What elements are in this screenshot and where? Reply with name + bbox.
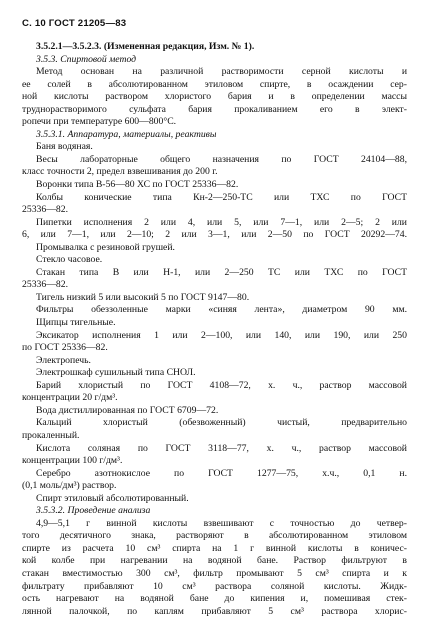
text-line: ропечи при температуре 600—800°С. (22, 116, 177, 128)
text-line: стакан вместимостью 300 см³, фильтр промывают 5 см³ спирта и к (22, 567, 407, 579)
text-line: Щипцы тигельные. (36, 317, 116, 329)
text-line: (0,1 моль/дм³) раствор. (22, 480, 117, 492)
text-line: 6, или 7—1, или 2—10; 2 или 3—1, или 2—50 по ГОСТ 20292—74. (22, 229, 407, 241)
document-body (22, 41, 407, 618)
text-line: ее солей в абсолютированном этиловом спирте, в осаждении сер- (22, 78, 407, 90)
text-line: 3.5.3.2. Проведение анализа (36, 505, 151, 517)
text-line: прокаленный. (22, 429, 80, 441)
text-line: класс точности 2, предел взвешивания до 200 г. (22, 166, 218, 178)
text-line: Колбы конические типа Кн-2—250-ТС или ТХС по ГОСТ (36, 191, 407, 203)
text-line: 3.5.3.1. Аппаратура, материалы, реактивы (36, 128, 217, 140)
text-line: Спирт этиловый абсолютированный. (36, 492, 189, 504)
text-line: по ГОСТ 25336—82. (22, 342, 108, 354)
text-line: 3.5.2.1—3.5.2.3. (Измененная редакция, Изм. № 1). (36, 41, 255, 52)
text-line: Промывалка с резиновой грушей. (36, 241, 175, 253)
text-line: концентрации 20 г/дм³. (22, 392, 118, 404)
text-line: Весы лабораторные общего назначения по ГОСТ 24104—88, (36, 153, 407, 165)
text-line: ной кислоты раствором хлористого бария и в определении массы (22, 91, 407, 103)
text-line: концентрации 100 г/дм³. (22, 455, 123, 467)
text-line: 3.5.3. Спиртовой метод (36, 53, 137, 65)
text-line: Баня водяная. (36, 141, 93, 153)
text-line: Кислота соляная по ГОСТ 3118—77, х. ч., раствор массовой (36, 442, 407, 454)
text-line: Вода дистиллированная по ГОСТ 6709—72. (36, 404, 219, 416)
text-line: 25336—82. (22, 279, 69, 291)
text-line: Тигель низкий 5 или высокий 5 по ГОСТ 9147—80. (36, 291, 250, 303)
text-line: 25336—82. (22, 204, 69, 216)
text-line: 4,9—5,1 г винной кислоты взвешивают с точностью до четвер- (36, 517, 407, 529)
text-line: кой колбе при нагревании на водяной бане. Раствор фильтруют в (22, 555, 407, 567)
text-line: фильтрату прибавляют 10 см³ раствора соляной кислоты. Жидк- (22, 580, 407, 592)
text-line: Серебро азотнокислое по ГОСТ 1277—75, х.ч., 0,1 н. (36, 467, 407, 479)
text-line: Электропечь. (36, 354, 91, 366)
text-line: спирте из расчета 10 см³ спирта на 1 г винной кислоты в коничес- (22, 542, 407, 554)
text-line: Стекло часовое. (36, 254, 103, 266)
text-line: труднорастворимого сульфата бария прокаливанием его в элект- (22, 103, 407, 115)
text-line: Метод основан на различной растворимости серной кислоты и (36, 66, 407, 78)
page-header: С. 10 ГОСТ 21205—83 (22, 18, 127, 29)
text-line: Воронки типа В-56—80 ХС по ГОСТ 25336—82. (36, 179, 239, 191)
text-line: лянной палочкой, по каплям прибавляют 5 см³ раствора хлорис- (22, 605, 407, 617)
text-line: Электрошкаф сушильный типа СНОЛ. (36, 367, 196, 379)
text-line: Барий хлористый по ГОСТ 4108—72, х. ч., раствор массовой (36, 379, 407, 391)
text-line: Стакан типа В или Н-1, или 2—250 ТС или ТХС по ГОСТ (36, 266, 407, 278)
text-line: Кальций хлористый (обезвоженный) чистый, предварительно (36, 417, 407, 429)
text-line: Эксикатор исполнения 1 или 2—100, или 140, или 190, или 250 (36, 329, 407, 341)
text-line: Фильтры обеззоленные марки «синяя лента», диаметром 90 мм. (36, 304, 407, 316)
text-line: того десятичного знака, растворяют в абсолютированном этиловом (22, 530, 407, 542)
text-line: Пипетки исполнения 2 или 4, или 5, или 7—1, или 2—5; 2 или (36, 216, 407, 228)
text-line: ость нагревают на водяной бане до кипения и, помешивая стек- (22, 593, 407, 605)
